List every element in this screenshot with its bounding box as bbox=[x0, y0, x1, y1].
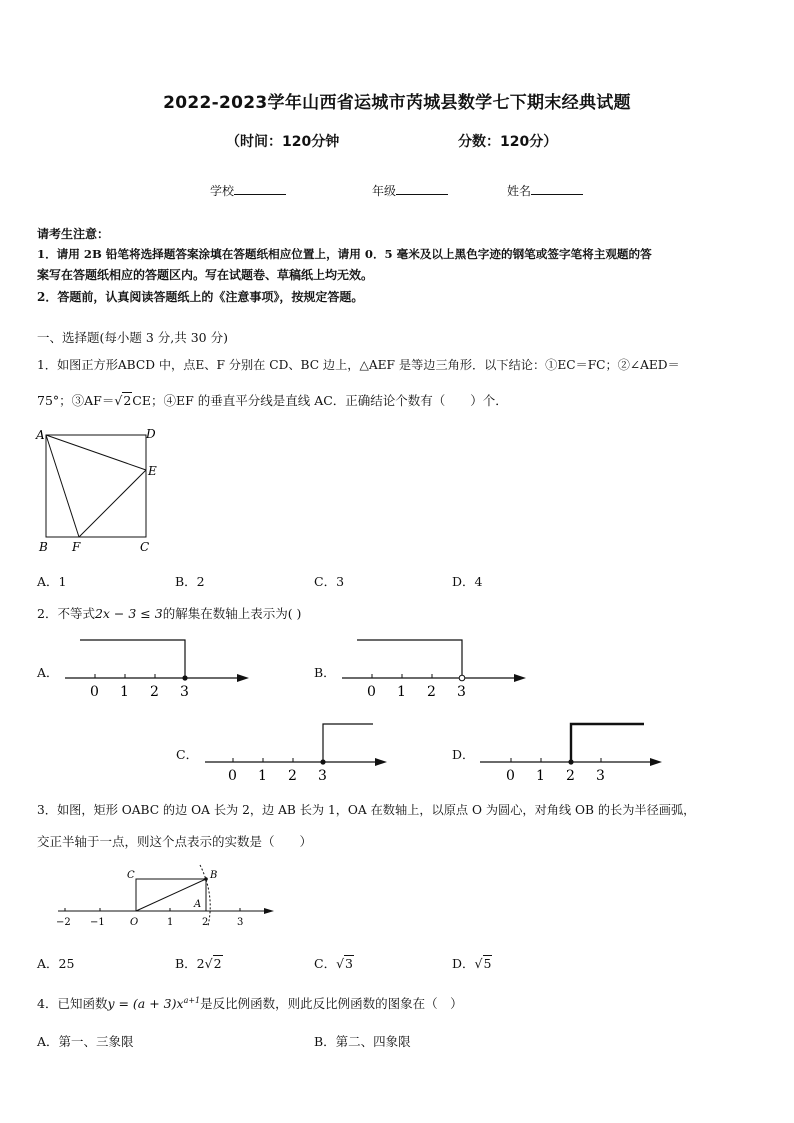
time-label: （时间：120分钟 bbox=[226, 134, 340, 150]
tick-2: 2 bbox=[288, 768, 297, 784]
q1-option-c: C．3 bbox=[314, 574, 345, 589]
q2-label-d: D． bbox=[452, 747, 475, 762]
q4-option-a: A．第一、三象限 bbox=[37, 1034, 134, 1049]
tick-1: 1 bbox=[120, 684, 129, 700]
q4-suffix: 是反比例函数，则此反比例函数的图象在（ ） bbox=[200, 996, 463, 1011]
number-line-a bbox=[55, 632, 255, 702]
square-figure bbox=[30, 425, 170, 560]
q4-option-b: B．第二、四象限 bbox=[314, 1034, 411, 1049]
name-label: 姓名 bbox=[507, 184, 532, 198]
q1-line2b: CE；④EF 的垂直平分线是直线 AC．正确结论个数有（ ）个． bbox=[132, 393, 508, 408]
page-title: 2022-2023学年山西省运城市芮城县数学七下期末经典试题 bbox=[163, 93, 631, 113]
notice-heading: 请考生注意： bbox=[37, 227, 110, 241]
tick-2: 2 bbox=[150, 684, 159, 700]
q1-line2 bbox=[37, 391, 508, 409]
q1-line1: 1．如图正方形ABCD 中，点E、F 分别在 CD、BC 边上，△AEF 是等边三角形．以下结论：①EC＝FC；②∠AED＝ bbox=[37, 358, 680, 372]
q2-label-a: A． bbox=[37, 665, 59, 680]
notice-line2: 2．答题前，认真阅读答题纸上的《注意事项》，按规定答题。 bbox=[37, 290, 364, 304]
q2-label-b: B． bbox=[314, 665, 336, 680]
point-c: C bbox=[127, 870, 135, 881]
tick-1: 1 bbox=[536, 768, 545, 784]
label-a: A bbox=[36, 428, 45, 442]
tick-3: 3 bbox=[596, 768, 605, 784]
q2-prefix: 2．不等式 bbox=[37, 606, 95, 621]
q2-label-c: C． bbox=[176, 747, 199, 762]
grade-blank bbox=[396, 183, 448, 195]
label-f: F bbox=[72, 540, 81, 554]
axis-2: 2 bbox=[202, 917, 209, 928]
q4-exponent: a+1 bbox=[183, 995, 201, 1005]
label-e: E bbox=[148, 464, 157, 478]
sqrt-symbol: √2 bbox=[114, 393, 132, 408]
name-blank bbox=[531, 183, 583, 195]
q4-expr: y = (a + 3)x bbox=[107, 996, 184, 1011]
q1-option-d: D．4 bbox=[452, 574, 483, 589]
q3-option-d bbox=[452, 954, 492, 972]
tick-0: 0 bbox=[506, 768, 515, 784]
school-blank bbox=[234, 183, 286, 195]
q1-option-b: B．2 bbox=[175, 574, 205, 589]
number-line-b bbox=[332, 632, 532, 702]
q1-option-a: A．1 bbox=[37, 574, 67, 589]
axis-3: 3 bbox=[237, 917, 244, 928]
q3-option-b-rad: 2 bbox=[213, 956, 222, 971]
school-field bbox=[210, 182, 286, 199]
q3-option-d-rad: 5 bbox=[483, 956, 492, 971]
tick-1: 1 bbox=[397, 684, 406, 700]
section-heading: 一、选择题(每小题 3 分,共 30 分) bbox=[37, 330, 228, 345]
rectangle-figure bbox=[50, 860, 280, 932]
q4-stem bbox=[37, 994, 463, 1012]
q3-option-b-prefix: B．2 bbox=[175, 956, 205, 971]
q3-line2: 交正半轴于一点，则这个点表示的实数是（ ） bbox=[37, 834, 313, 849]
q3-option-c bbox=[314, 954, 354, 972]
label-c: C bbox=[140, 540, 150, 554]
point-a: A bbox=[194, 899, 202, 910]
label-b: B bbox=[39, 540, 48, 554]
q3-option-a: A．25 bbox=[37, 956, 75, 971]
axis-neg2: −2 bbox=[56, 917, 71, 928]
sqrt-symbol: √3 bbox=[336, 956, 353, 971]
tick-1: 1 bbox=[258, 768, 267, 784]
q3-option-c-prefix: C． bbox=[314, 956, 337, 971]
tick-0: 0 bbox=[90, 684, 99, 700]
q3-line1: 3．如图，矩形 OABC 的边 OA 长为 2，边 AB 长为 1，OA 在数轴上，以原点 O 为圆心，对角线 OB 的长为半径画弧， bbox=[37, 803, 696, 817]
tick-3: 3 bbox=[180, 684, 189, 700]
tick-0: 0 bbox=[367, 684, 376, 700]
q2-expr: 2x − 3 ≤ 3 bbox=[94, 606, 163, 621]
number-line-d bbox=[470, 716, 670, 786]
label-d: D bbox=[146, 427, 156, 441]
tick-0: 0 bbox=[228, 768, 237, 784]
q2-suffix: 的解集在数轴上表示为( ) bbox=[162, 606, 302, 621]
notice-line1a: 1．请用 2B 铅笔将选择题答案涂填在答题纸相应位置上，请用 0．5 毫米及以上黑色字迹的钢笔或签字笔将主观题的答 bbox=[37, 247, 652, 261]
tick-3: 3 bbox=[318, 768, 327, 784]
q4-prefix: 4．已知函数 bbox=[37, 996, 108, 1011]
tick-3: 3 bbox=[457, 684, 466, 700]
q3-option-c-rad: 3 bbox=[345, 956, 353, 971]
tick-2: 2 bbox=[427, 684, 436, 700]
sqrt-symbol: √2 bbox=[204, 956, 222, 971]
school-label: 学校 bbox=[210, 184, 235, 198]
grade-label: 年级 bbox=[372, 184, 397, 198]
q2-stem bbox=[37, 604, 301, 622]
q3-option-d-prefix: D． bbox=[452, 956, 475, 971]
axis-neg1: −1 bbox=[90, 917, 105, 928]
q3-option-b bbox=[175, 954, 223, 972]
notice-line1b: 案写在答题纸相应的答题区内。写在试题卷、草稿纸上均无效。 bbox=[37, 268, 374, 282]
point-b: B bbox=[210, 870, 218, 881]
sqrt-symbol: √5 bbox=[474, 956, 492, 971]
q1-radicand: 2 bbox=[123, 393, 132, 408]
grade-field bbox=[372, 182, 448, 199]
tick-2: 2 bbox=[566, 768, 575, 784]
q1-line2a: 75°；③AF＝ bbox=[37, 393, 115, 408]
name-field bbox=[507, 182, 583, 199]
axis-origin: O bbox=[130, 917, 139, 928]
axis-1: 1 bbox=[167, 917, 174, 928]
score-label: 分数：120分） bbox=[458, 134, 558, 150]
number-line-c bbox=[195, 716, 395, 786]
